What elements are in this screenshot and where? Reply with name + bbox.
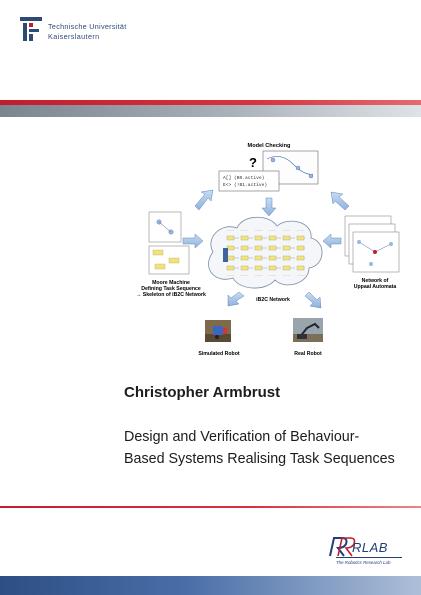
- sim-robot-label: Simulated Robot: [198, 351, 240, 357]
- ib2c-network-cloud: [209, 217, 323, 288]
- author-name: Christopher Armbrust: [124, 384, 281, 401]
- uppaal-automata-panel: [345, 216, 399, 272]
- university-logo-icon: [20, 17, 42, 41]
- arrow-to-sim-robot: [228, 292, 244, 306]
- ib2c-label: iB2C Network: [256, 297, 290, 303]
- overview-diagram: [113, 134, 413, 374]
- question-mark: ?: [249, 155, 257, 170]
- top-grey-band: [0, 105, 421, 117]
- lab-subtitle: The Robotics Research Lab: [336, 560, 391, 565]
- lab-underline: [336, 557, 402, 558]
- simulated-robot-image: [205, 320, 231, 342]
- uppaal-label-1: Network of: [361, 278, 389, 284]
- formula-line2: E<> (!B1.active): [223, 183, 268, 188]
- uppaal-label-2: Uppaal Automata: [353, 284, 397, 290]
- university-name-line1: Technische Universität: [48, 22, 127, 31]
- overview-figure: [113, 134, 413, 374]
- arrow-to-real-robot: [305, 292, 321, 308]
- arrow-down-center: [262, 198, 276, 216]
- moore-label-1: Moore Machine: [152, 280, 190, 286]
- model-checking-label: Model Checking: [247, 143, 291, 149]
- title-line2: Based Systems Realising Task Sequences: [124, 451, 395, 467]
- lab-name: RLAB: [352, 540, 388, 555]
- title-line1: Design and Verification of Behaviour-: [124, 429, 360, 445]
- arrow-left-right: [323, 234, 341, 248]
- formula-line1: A[] (B0.active): [223, 176, 265, 181]
- moore-label-2: Defining Task Sequence: [141, 286, 201, 292]
- bottom-red-line: [0, 506, 421, 508]
- university-name-line2: Kaiserslautern: [48, 32, 100, 41]
- arrow-down-right: [331, 192, 349, 210]
- real-robot-label: Real Robot: [294, 351, 322, 357]
- moore-label-3: → Skeleton of iB2C Network: [136, 292, 206, 298]
- real-robot-image: [293, 318, 323, 342]
- bottom-blue-band: [0, 576, 421, 595]
- arrow-up-left: [195, 190, 213, 210]
